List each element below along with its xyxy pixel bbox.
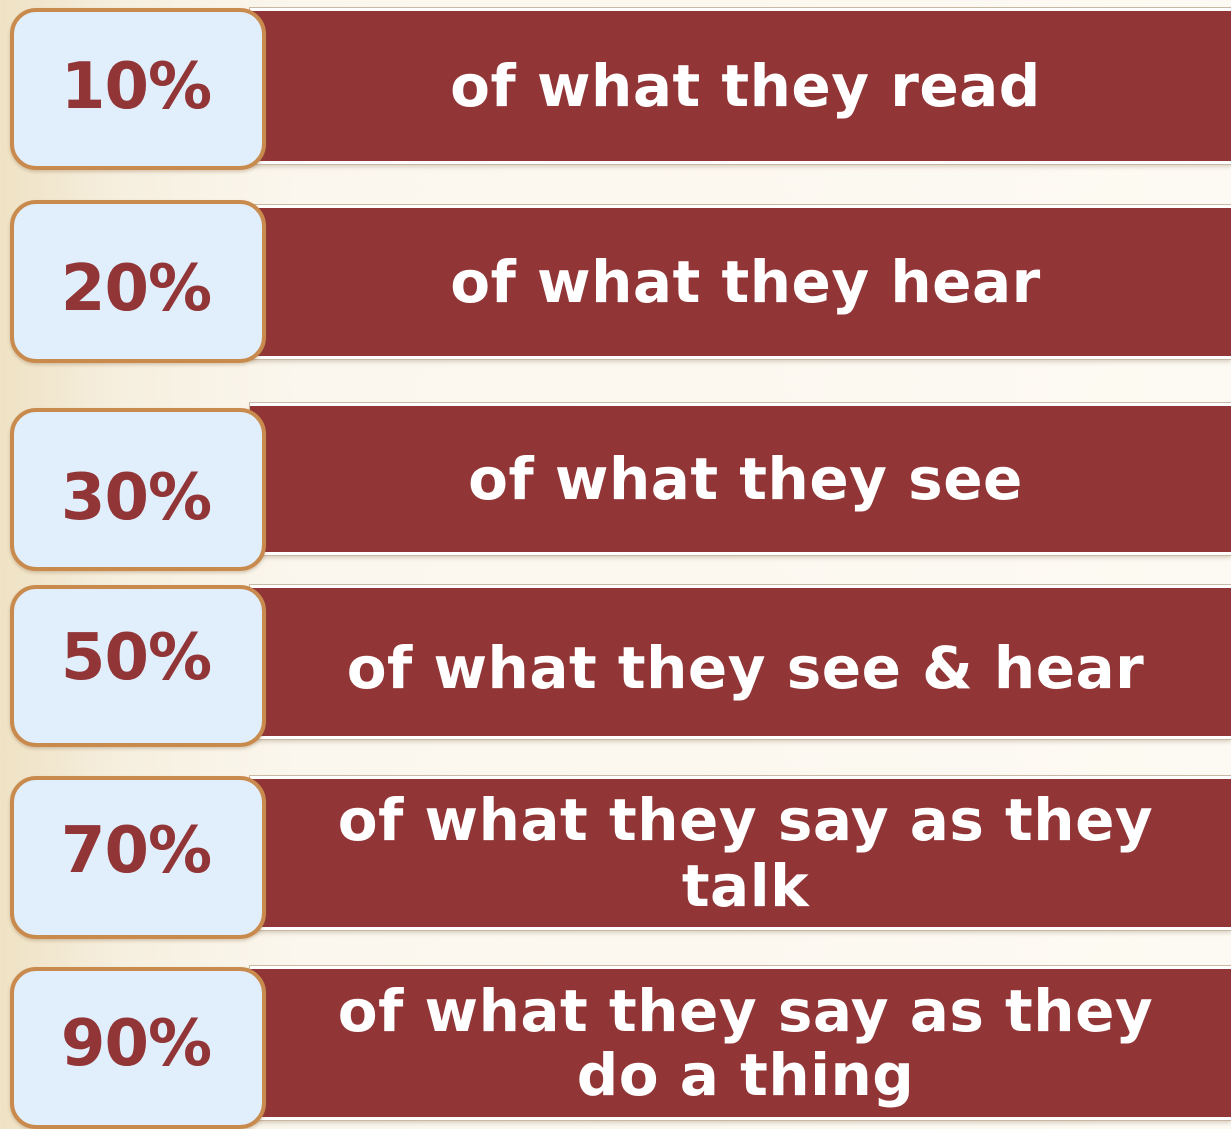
statement-bar	[250, 8, 1231, 164]
percent-value: 30%	[60, 461, 212, 535]
percent-value: 20%	[60, 252, 212, 326]
percent-badge	[10, 408, 266, 571]
percent-badge	[10, 200, 266, 363]
statement-text: of what they say as they do a thing	[337, 977, 1154, 1109]
statement-text: of what they read	[450, 52, 1041, 120]
statement-bar	[250, 776, 1231, 930]
percent-badge	[10, 967, 266, 1129]
statement-bar	[250, 403, 1231, 555]
statement-bar	[250, 205, 1231, 359]
statement-text: of what they say as they talk	[337, 786, 1154, 920]
statement-text: of what they see & hear	[346, 634, 1145, 702]
percent-badge	[10, 8, 266, 170]
statement-text: of what they hear	[450, 248, 1041, 316]
percent-badge	[10, 776, 266, 939]
percent-value: 70%	[60, 814, 212, 888]
percent-value: 10%	[60, 50, 212, 124]
percent-value: 50%	[60, 621, 212, 695]
statement-bar	[250, 585, 1231, 739]
percent-value: 90%	[60, 1007, 212, 1081]
percent-badge	[10, 585, 266, 747]
statement-text: of what they see	[468, 445, 1023, 513]
statement-bar	[250, 966, 1231, 1120]
